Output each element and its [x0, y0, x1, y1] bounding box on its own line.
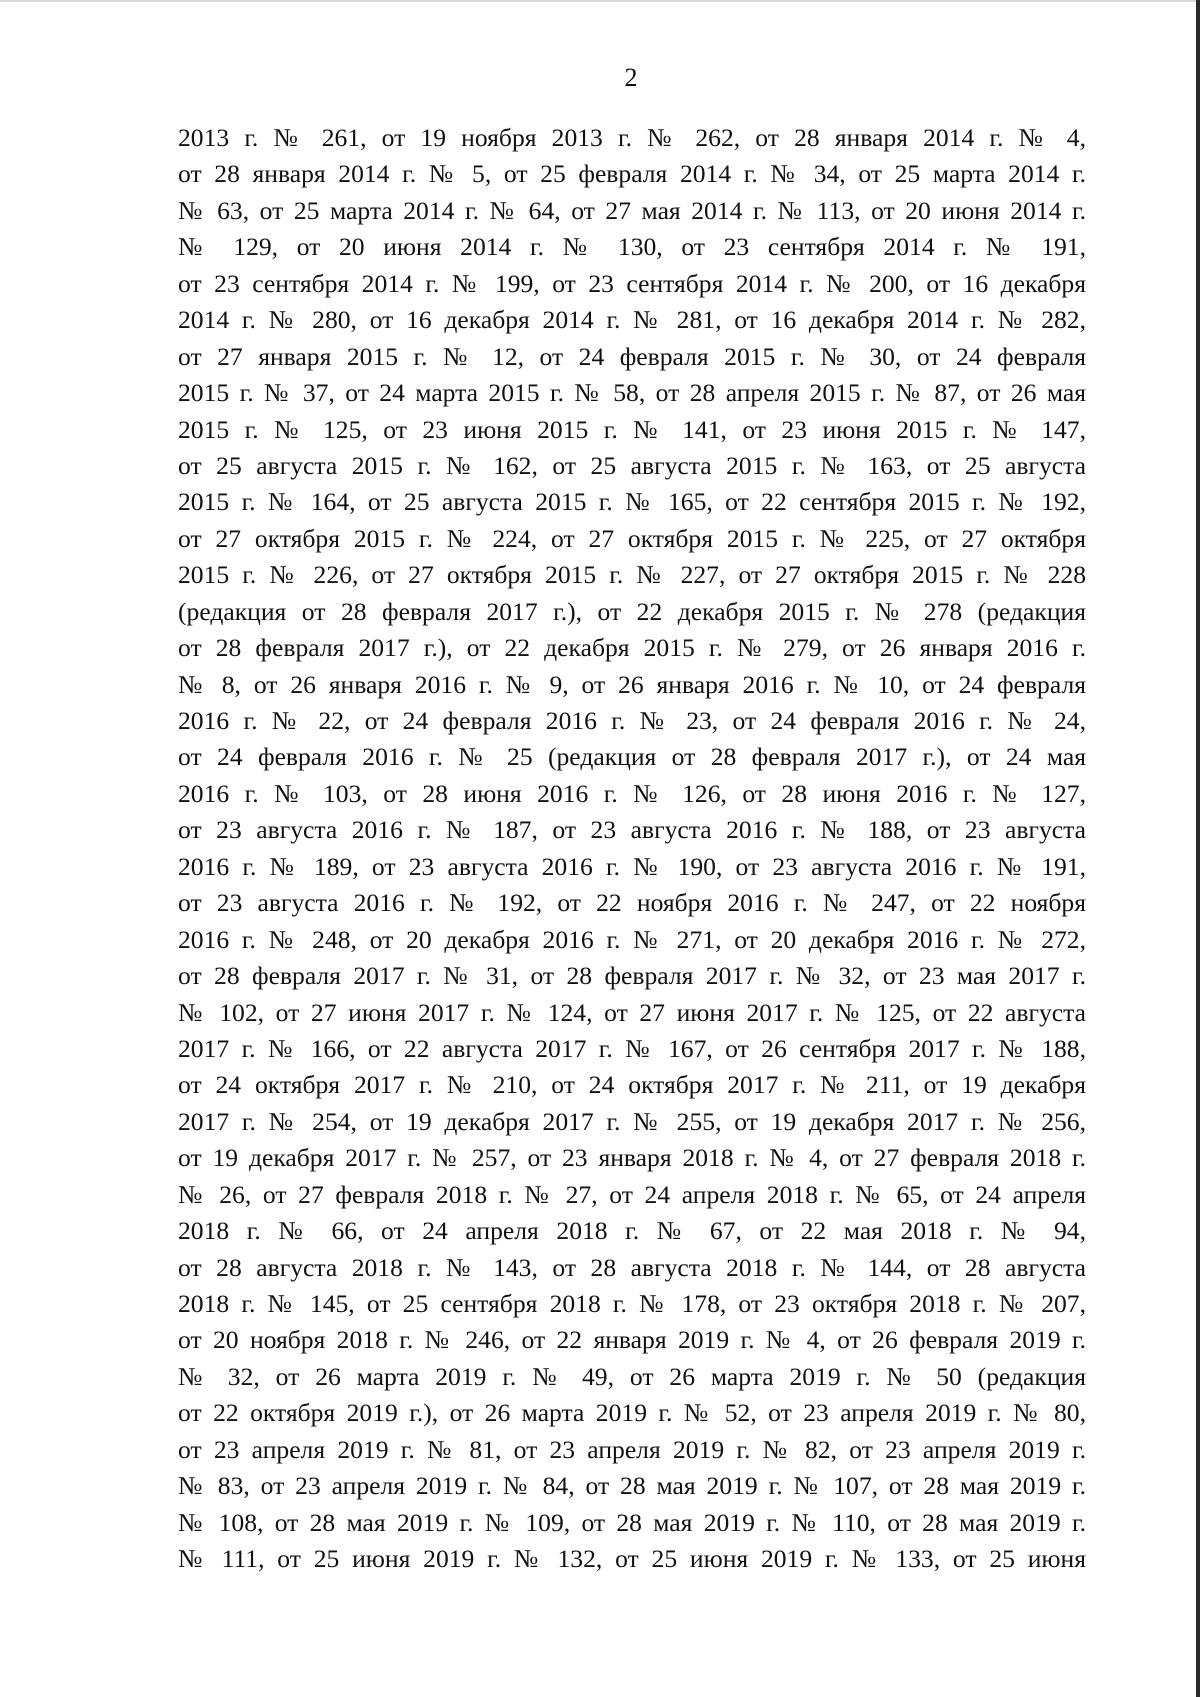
- text-line: № 83, от 23 апреля 2019 г. № 84, от 28 мая 2019 г. № 107, от 28 мая 2019 г.: [178, 1471, 1086, 1501]
- text-line: 2016 г. № 103, от 28 июня 2016 г. № 126, от 28 июня 2016 г. № 127,: [178, 778, 1086, 808]
- text-line: 2015 г. № 37, от 24 марта 2015 г. № 58, от 28 апреля 2015 г. № 87, от 26 мая: [178, 378, 1086, 408]
- text-line: 2016 г. № 248, от 20 декабря 2016 г. № 271, от 20 декабря 2016 г. № 272,: [178, 924, 1086, 954]
- text-line: от 19 декабря 2017 г. № 257, от 23 января 2018 г. № 4, от 27 февраля 2018 г.: [178, 1143, 1086, 1173]
- text-line: от 20 ноября 2018 г. № 246, от 22 января 2019 г. № 4, от 26 февраля 2019 г.: [178, 1325, 1086, 1355]
- text-line: 2018 г. № 145, от 25 сентября 2018 г. № 178, от 23 октября 2018 г. № 207,: [178, 1289, 1086, 1318]
- text-line: 2017 г. № 166, от 22 августа 2017 г. № 167, от 26 сентября 2017 г. № 188,: [178, 1033, 1086, 1063]
- text-line: 2013 г. № 261, от 19 ноября 2013 г. № 262, от 28 января 2014 г. № 4,: [178, 123, 1086, 152]
- text-line: 2018 г. № 66, от 24 апреля 2018 г. № 67, от 22 мая 2018 г. № 94,: [178, 1216, 1086, 1246]
- text-line: № 32, от 26 марта 2019 г. № 49, от 26 марта 2019 г. № 50 (редакция: [178, 1361, 1086, 1391]
- text-line: 2015 г. № 226, от 27 октября 2015 г. № 227, от 27 октября 2015 г. № 228: [178, 560, 1086, 590]
- text-line: (редакция от 28 февраля 2017 г.), от 22 декабря 2015 г. № 278 (редакция: [178, 596, 1086, 626]
- text-line: от 25 августа 2015 г. № 162, от 25 августа 2015 г. № 163, от 25 августа: [178, 450, 1086, 480]
- text-line: от 23 сентября 2014 г. № 199, от 23 сентября 2014 г. № 200, от 16 декабря: [178, 268, 1086, 298]
- text-line: от 23 апреля 2019 г. № 81, от 23 апреля 2019 г. № 82, от 23 апреля 2019 г.: [178, 1434, 1086, 1464]
- text-line: от 22 октября 2019 г.), от 26 марта 2019 г. № 52, от 23 апреля 2019 г. № 80,: [178, 1398, 1086, 1428]
- text-line: № 63, от 25 марта 2014 г. № 64, от 27 мая 2014 г. № 113, от 20 июня 2014 г.: [178, 195, 1086, 225]
- text-line: от 28 января 2014 г. № 5, от 25 февраля 2014 г. № 34, от 25 марта 2014 г.: [178, 159, 1086, 189]
- text-line: 2016 г. № 189, от 23 августа 2016 г. № 190, от 23 августа 2016 г. № 191,: [178, 851, 1086, 881]
- scan-edge-top: [0, 0, 1200, 2]
- text-line: № 8, от 26 января 2016 г. № 9, от 26 января 2016 г. № 10, от 24 февраля: [178, 669, 1086, 699]
- text-line: № 102, от 27 июня 2017 г. № 124, от 27 июня 2017 г. № 125, от 22 августа: [178, 997, 1086, 1027]
- text-line: 2014 г. № 280, от 16 декабря 2014 г. № 281, от 16 декабря 2014 г. № 282,: [178, 305, 1086, 335]
- text-line: № 129, от 20 июня 2014 г. № 130, от 23 сентября 2014 г. № 191,: [178, 232, 1086, 262]
- text-line: № 26, от 27 февраля 2018 г. № 27, от 24 апреля 2018 г. № 65, от 24 апреля: [178, 1179, 1086, 1209]
- text-line: от 24 февраля 2016 г. № 25 (редакция от 28 февраля 2017 г.), от 24 мая: [178, 742, 1086, 772]
- text-line: 2016 г. № 22, от 24 февраля 2016 г. № 23, от 24 февраля 2016 г. № 24,: [178, 706, 1086, 735]
- text-line: № 111, от 25 июня 2019 г. № 132, от 25 июня 2019 г. № 133, от 25 июня: [178, 1544, 1086, 1574]
- text-line: от 24 октября 2017 г. № 210, от 24 октября 2017 г. № 211, от 19 декабря: [178, 1070, 1086, 1100]
- text-line: от 23 августа 2016 г. № 192, от 22 ноября 2016 г. № 247, от 22 ноября: [178, 888, 1086, 918]
- text-line: № 108, от 28 мая 2019 г. № 109, от 28 мая 2019 г. № 110, от 28 мая 2019 г.: [178, 1507, 1086, 1537]
- text-line: 2015 г. № 125, от 23 июня 2015 г. № 141, от 23 июня 2015 г. № 147,: [178, 414, 1086, 444]
- text-line: от 28 февраля 2017 г.), от 22 декабря 2015 г. № 279, от 26 января 2016 г.: [178, 633, 1086, 663]
- page-number: 2: [624, 63, 638, 92]
- document-body-text: [178, 120, 1086, 1578]
- text-line: от 27 января 2015 г. № 12, от 24 февраля 2015 г. № 30, от 24 февраля: [178, 341, 1086, 371]
- text-line: от 27 октября 2015 г. № 224, от 27 октября 2015 г. № 225, от 27 октября: [178, 523, 1086, 553]
- text-line: от 28 августа 2018 г. № 143, от 28 августа 2018 г. № 144, от 28 августа: [178, 1252, 1086, 1282]
- text-line: 2015 г. № 164, от 25 августа 2015 г. № 165, от 22 сентября 2015 г. № 192,: [178, 487, 1086, 517]
- text-line: от 23 августа 2016 г. № 187, от 23 августа 2016 г. № 188, от 23 августа: [178, 815, 1086, 845]
- text-line: 2017 г. № 254, от 19 декабря 2017 г. № 255, от 19 декабря 2017 г. № 256,: [178, 1106, 1086, 1136]
- scan-edge-right: [1196, 0, 1200, 1697]
- text-line: от 28 февраля 2017 г. № 31, от 28 февраля 2017 г. № 32, от 23 мая 2017 г.: [178, 961, 1086, 991]
